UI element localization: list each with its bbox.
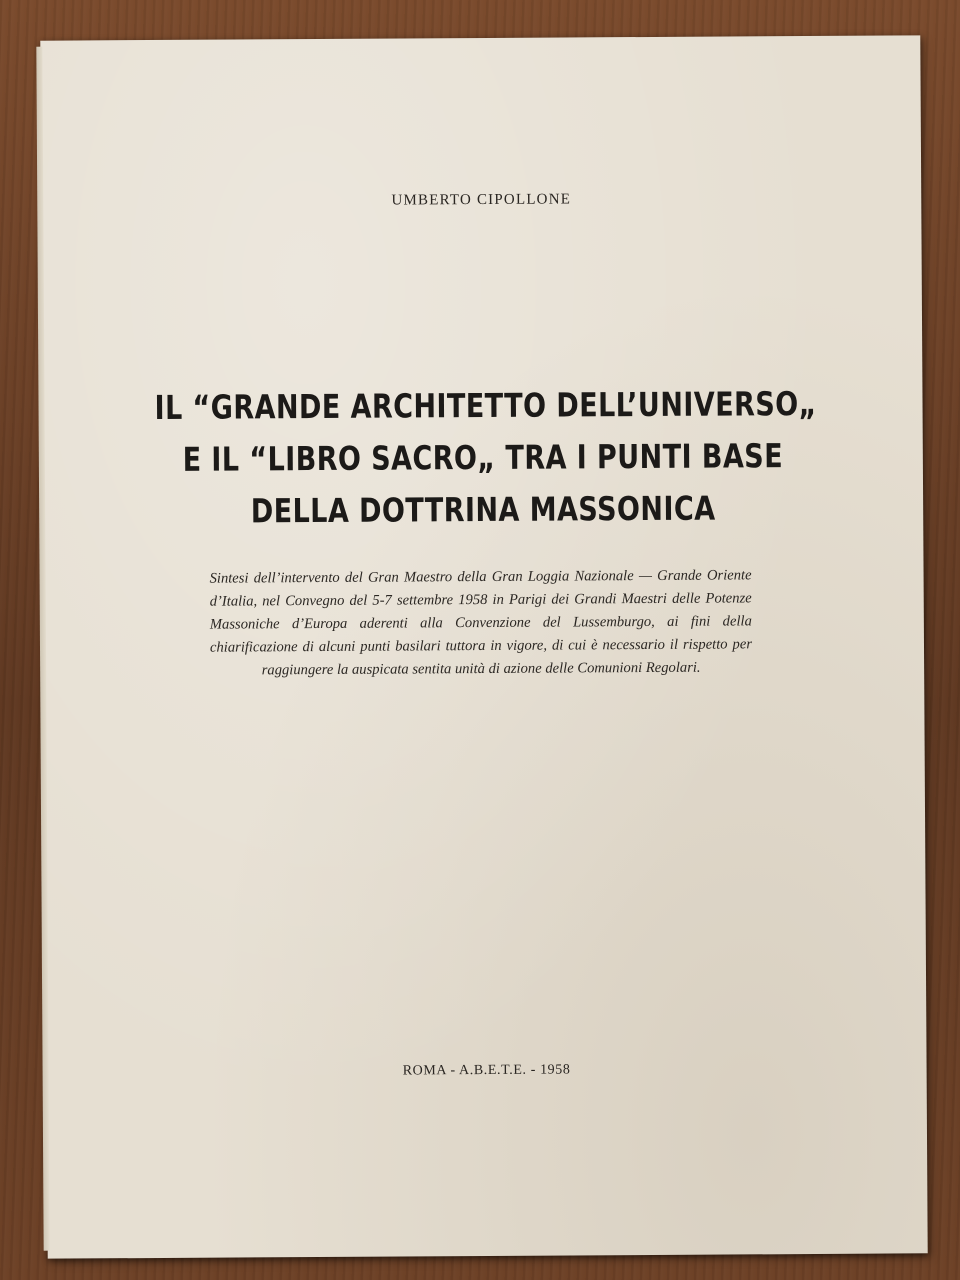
booklet-cover: [40, 35, 927, 1258]
title-line-3: DELLA DOTTRINA MASSONICA: [250, 488, 716, 531]
author-name: UMBERTO CIPOLLONE: [391, 191, 572, 209]
title-block: [82, 378, 883, 539]
abstract-paragraph: Sintesi dell’intervento del Gran Maestro della Gran Loggia Nazionale — Grande Oriente d’Italia, nel Convegno del 5-7 settembre 1958 in Parigi dei Grandi Maestri delle Potenze Massoniche d’Europa aderenti alla Convenzione del Lussemburgo, ai fini della chiarificazione di alcuni punti basilari tuttora in vigore, di cui è necessario il rispetto per raggiungere la auspicata sentita unità di azione delle Comunioni Regolari.: [209, 567, 753, 679]
title-line-2: E IL “LIBRO SACRO„ TRA I PUNTI BASE: [182, 436, 784, 479]
title-line-1: IL “GRANDE ARCHITETTO DELL’UNIVERSO„: [154, 383, 817, 428]
publisher-imprint: ROMA - A.B.E.T.E. - 1958: [402, 1062, 571, 1079]
